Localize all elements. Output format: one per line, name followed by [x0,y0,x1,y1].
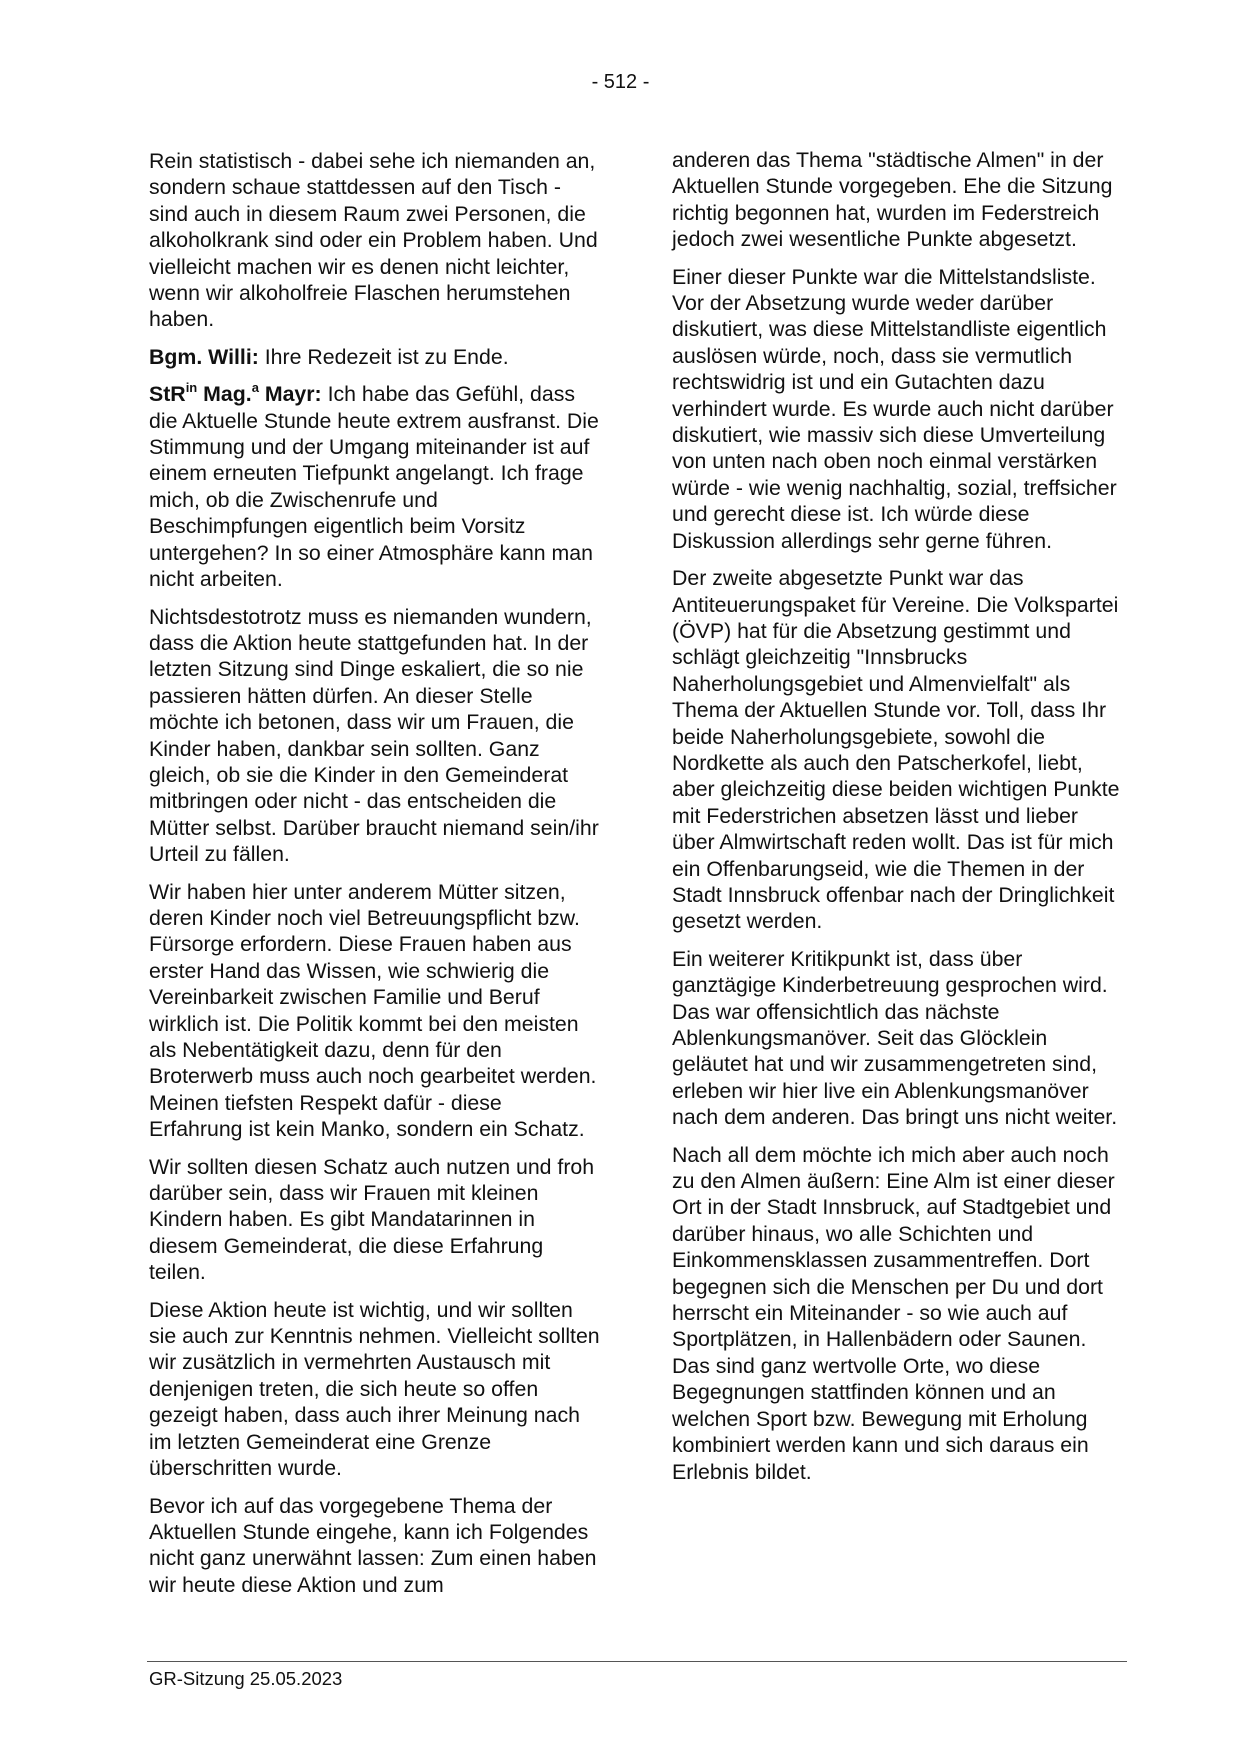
speaker-name [149,382,322,406]
paragraph: anderen das Thema "städtische Almen" in der Aktuellen Stunde vorgegeben. Ehe die Sitzung richtig begonnen hat, wurden im Federstreich jedoch zwei wesentliche Punkte abgesetzt. [672,148,1113,252]
page-number: - 512 - [591,71,650,93]
paragraph: Ein weiterer Kritikpunkt ist, dass über ganztägige Kinderbetreuung gesprochen wird. Das war offensichtlich das nächste Ablenkungsmanöver. Seit das Glöcklein geläutet hat und wir zusammengetreten sind, erleben wir hier live ein Ablenkungsmanöver nach dem anderen. Das bringt uns nicht weiter. [672,946,1118,1130]
speech-text: Ich habe das Gefühl, dass die Aktuelle Stunde heute extrem ausfranst. Die Stimmung und der Umgang miteinander ist auf einem erneuten Tiefpunkt angelangt. Ich frage mich, ob die Zwischenrufe und Beschimpfungen eigentlich beim Vorsitz untergehen? In so einer Atmosphäre kann man nicht arbeiten. [149,382,599,592]
paragraph: Wir haben hier unter anderem Mütter sitzen, deren Kinder noch viel Betreuungspflicht bzw. Fürsorge erfordern. Diese Frauen haben aus erster Hand das Wissen, wie schwierig die Vereinbarkeit zwischen Familie und Beruf wirklich ist. Die Politik kommt bei den meisten als Nebentätigkeit dazu, denn für den Broterwerb muss auch noch gearbeitet werden. Meinen tiefsten Respekt dafür - diese Erfahrung ist kein Manko, sondern ein Schatz. [149,879,597,1142]
paragraph: Diese Aktion heute ist wichtig, und wir sollten sie auch zur Kenntnis nehmen. Vielleicht sollten wir zusätzlich in vermehrten Austausch mit denjenigen treten, die sich heute so offen gezeigt haben, dass auch ihrer Meinung nach im letzten Gemeinderat eine Grenze überschritten wurde. [149,1297,600,1481]
paragraph: Nach all dem möchte ich mich aber auch noch zu den Almen äußern: Eine Alm ist einer dieser Ort in der Stadt Innsbruck, auf Stadtgebiet und darüber hinaus, wo alle Schichten und Einkommensklassen zusammentreffen. Dort begegnen sich die Menschen per Du und dort herrscht ein Miteinander - so wie auch auf Sportplätzen, in Hallenbädern oder Saunen. Das sind ganz wertvolle Orte, wo diese Begegnungen stattfinden können und an welchen Sport bzw. Bewegung mit Erholung kombiniert werden kann und sich daraus ein Erlebnis bildet. [672,1142,1115,1484]
paragraph: Wir sollten diesen Schatz auch nutzen und froh darüber sein, dass wir Frauen mit kleinen Kindern haben. Es gibt Mandatarinnen in diesem Gemeinderat, die diese Erfahrung teilen. [149,1154,595,1285]
footer-divider [147,1661,1127,1662]
speaker-degree: Mag. [197,382,252,407]
paragraph: Nichtsdestotrotz muss es niemanden wundern, dass die Aktion heute stattgefunden hat. In der letzten Sitzung sind Dinge eskaliert, die so nie passieren hätten dürfen. An dieser Stelle möchte ich betonen, dass wir um Frauen, die Kinder haben, dankbar sein sollten. Ganz gleich, ob sie die Kinder in den Gemeinderat mitbringen oder nicht - das entscheiden die Mütter selbst. Darüber braucht niemand sein/ihr Urteil zu fällen. [149,604,599,867]
speaker-surname: Mayr: [258,382,322,407]
superscript: in [185,380,198,396]
speaker-paragraph-mayr [149,381,601,592]
paragraph: Rein statistisch - dabei sehe ich niemanden an, sondern schaue stattdessen auf den Tisch - sind auch in diesem Raum zwei Personen, die alkoholkrank sind oder ein Problem haben. Und vielleicht machen wir es denen nicht leichter, wenn wir alkoholfreie Flaschen herumstehen haben. [149,149,598,332]
paragraph: Bevor ich auf das vorgegebene Thema der Aktuellen Stunde eingehe, kann ich Folgendes nicht ganz unerwähnt lassen: Zum einen haben wir heute diese Aktion und zum [149,1493,597,1597]
speaker-name: Bgm. Willi: [149,344,259,369]
paragraph: Der zweite abgesetzte Punkt war das Antiteuerungspaket für Vereine. Die Volkspartei (ÖVP) hat für die Absetzung gestimmt und schlägt gleichzeitig "Innsbrucks Naherholungsgebiet und Almenvielfalt" als Thema der Aktuellen Stunde vor. Toll, dass Ihr beide Naherholungsgebiete, sowohl die Nordkette als auch den Patscherkofel, liebt, aber gleichzeitig diese beiden wichtigen Punkte mit Federstrichen absetzen lässt und lieber über Almwirtschaft reden wollt. Das ist für mich ein Offenbarungseid, wie die Themen in der Stadt Innsbruck offenbar nach der Dringlichkeit gesetzt werden. [672,566,1120,934]
speaker-paragraph-willi [149,344,601,370]
superscript: a [251,380,259,396]
speaker-title: StR [149,382,186,407]
paragraph: Einer dieser Punkte war die Mittelstandsliste. Vor der Absetzung wurde weder darüber diskutiert, was diese Mittelstandliste eigentlich auslösen würde, noch, dass sie vermutlich rechtswidrig ist und ein Gutachten dazu verhindert wurde. Es wurde auch nicht darüber diskutiert, wie massiv sich diese Umverteilung von unten nach oben noch einmal verstärken würde - wie wenig nachhaltig, sozial, treffsicher und gerecht diese ist. Ich würde diese Diskussion allerdings sehr gerne führen. [672,264,1117,553]
speech-text: Ihre Redezeit ist zu Ende. [258,344,509,369]
right-column [672,147,1124,1496]
left-column [149,148,601,1609]
footer-session-date: GR-Sitzung 25.05.2023 [149,1668,343,1689]
